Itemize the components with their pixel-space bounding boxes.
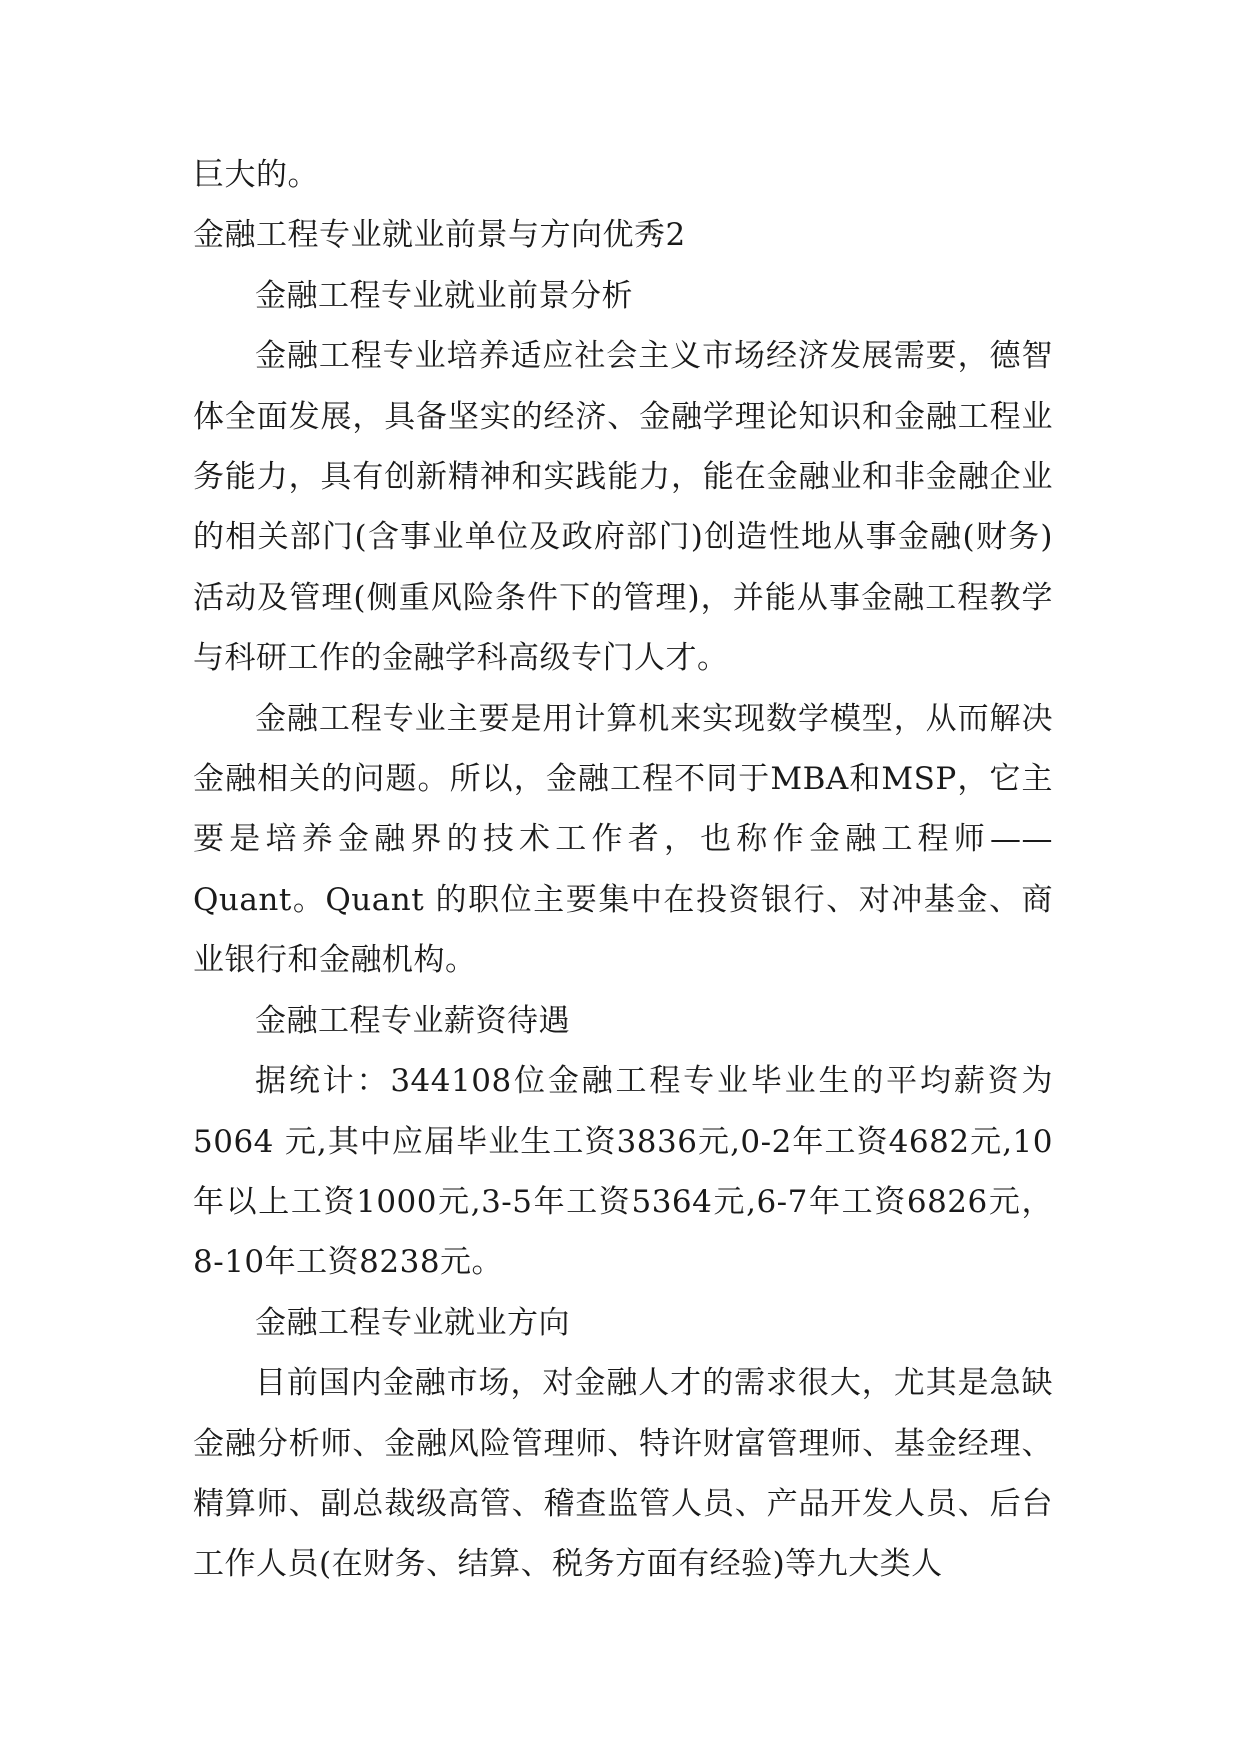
section-title: 金融工程专业就业前景与方向优秀2: [193, 217, 686, 254]
paragraph-training: 金融工程专业培养适应社会主义市场经济发展需要，德智体全面发展，具备坚实的经济、金融学理论知识和金融工程业务能力，具有创新精神和实践能力，能在金融业和非金融企业的相关部门(含事业单位及政府部门)创造性地从事金融(财务)活动及管理(侧重风险条件下的管理)，并能从事金融工程教学与科研工作的金融学科高级专门人才。: [193, 338, 1053, 677]
paragraph-salary: 据统计：344108位金融工程专业毕业生的平均薪资为5064 元,其中应届毕业生工资3836元,0-2年工资4682元,10年以上工资1000元,3-5年工资5364元,6-7年工资6826元，8-10年工资8238元。: [193, 1063, 1053, 1281]
document-page: [193, 145, 1053, 1595]
subheading-salary: 金融工程专业薪资待遇: [255, 1002, 570, 1039]
continuation-text: 巨大的。: [193, 157, 319, 193]
subheading-prospects: 金融工程专业就业前景分析: [255, 277, 633, 314]
paragraph-direction: 目前国内金融市场，对金融人才的需求很大，尤其是急缺金融分析师、金融风险管理师、特许财富管理师、基金经理、精算师、副总裁级高管、稽查监管人员、产品开发人员、后台工作人员(在财务、结算、税务方面有经验)等九大类人: [193, 1365, 1053, 1583]
subheading-direction: 金融工程专业就业方向: [255, 1304, 570, 1341]
paragraph-quant: 金融工程专业主要是用计算机来实现数学模型，从而解决金融相关的问题。所以，金融工程不同于MBA和MSP，它主要是培养金融界的技术工作者，也称作金融工程师——Quant。Quant 的职位主要集中在投资银行、对冲基金、商业银行和金融机构。: [193, 700, 1053, 979]
